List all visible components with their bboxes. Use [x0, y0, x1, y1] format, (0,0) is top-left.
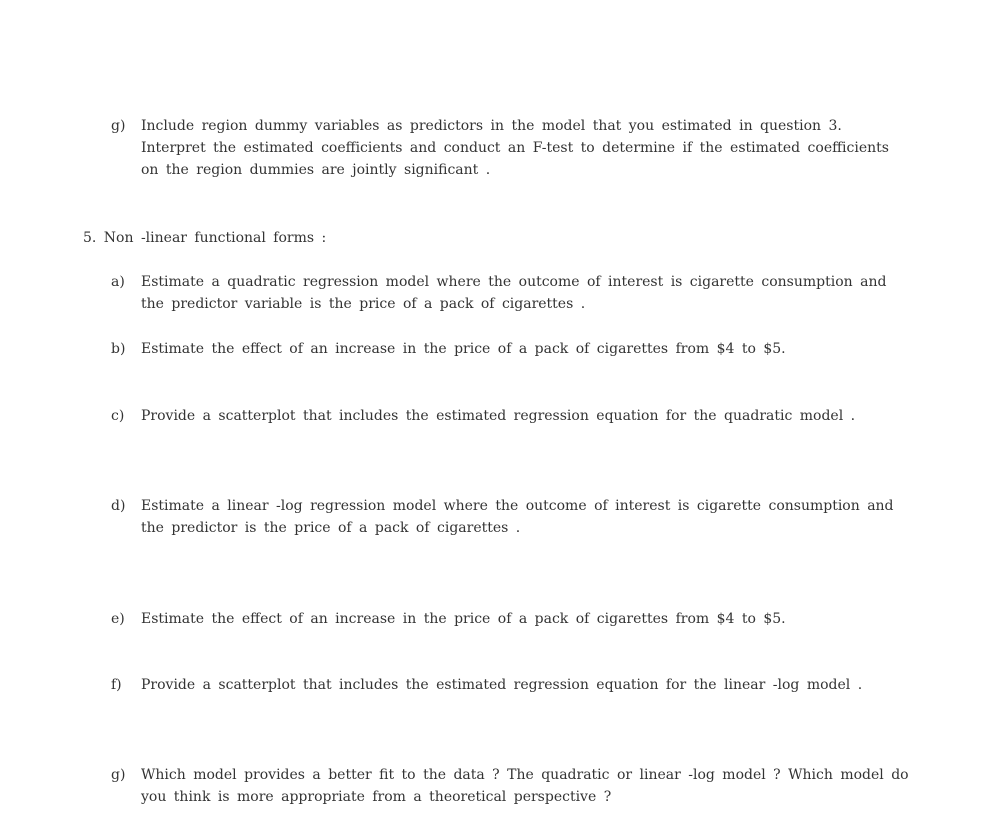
question-item-e: [111, 608, 911, 630]
question-item-a: [111, 271, 911, 315]
item-text: Include region dummy variables as predictors in the model that you estimated in question 3. Interpret the estimated coefficients and conduct an F-test to determine if the estimated coefficients on the region dummies are jointly significant .: [141, 118, 889, 178]
item-text: Provide a scatterplot that includes the estimated regression equation for the quadratic model .: [141, 408, 856, 424]
item-label: d): [111, 498, 126, 514]
item-text: Estimate a linear -log regression model where the outcome of interest is cigarette consumption and the predictor is the price of a pack of cigarettes .: [141, 498, 894, 536]
question-item-c: [111, 405, 911, 427]
question-item-g: [111, 764, 911, 808]
item-label: g): [111, 118, 126, 134]
item-label: a): [111, 274, 125, 290]
question-item-d: [111, 495, 911, 539]
section-heading: 5. Non -linear functional forms :: [83, 230, 327, 246]
item-label: b): [111, 341, 126, 357]
item-text: Estimate the effect of an increase in the price of a pack of cigarettes from $4 to $5.: [141, 611, 786, 627]
question-item-b: [111, 338, 911, 360]
item-text: Provide a scatterplot that includes the estimated regression equation for the linear -log model .: [141, 677, 863, 693]
item-text: Estimate a quadratic regression model where the outcome of interest is cigarette consumption and the predictor variable is the price of a pack of cigarettes .: [141, 274, 887, 312]
question-item-f: [111, 674, 911, 696]
question-item-prev-g: [111, 115, 911, 181]
item-label: f): [111, 677, 122, 693]
item-label: g): [111, 767, 126, 783]
item-text: Which model provides a better fit to the data ? The quadratic or linear -log model ? Which model do you think is more appropriate from a theoretical perspective ?: [141, 767, 909, 805]
item-label: c): [111, 408, 125, 424]
item-label: e): [111, 611, 125, 627]
item-text: Estimate the effect of an increase in the price of a pack of cigarettes from $4 to $5.: [141, 341, 786, 357]
